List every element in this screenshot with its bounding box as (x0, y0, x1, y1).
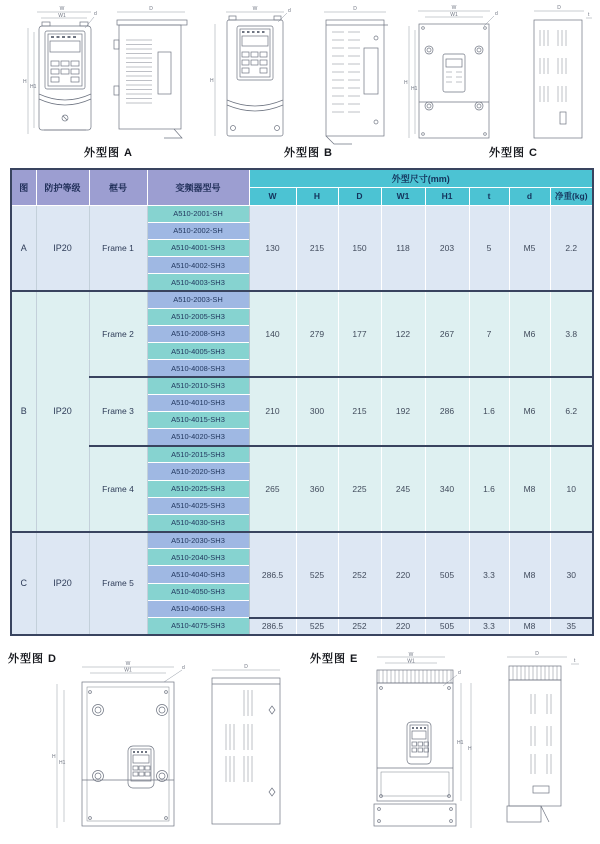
header-frame: 框号 (89, 169, 147, 205)
dim-label-h: H (52, 754, 56, 760)
protection-cell: IP20 (36, 205, 89, 291)
drawing-label-d: 外型图 D (8, 653, 57, 665)
keypad (128, 746, 154, 788)
header-col-screw: d (509, 187, 550, 205)
dim-value-cell: 505 (425, 618, 469, 635)
frame-cell: Frame 3 (89, 377, 147, 446)
header-col-weight: 净重(kg) (550, 187, 593, 205)
dim-value-cell: 118 (381, 205, 425, 291)
dim-label-depth: D (535, 651, 539, 657)
model-cell: A510-4025-SH3 (147, 497, 249, 514)
dim-label-t: t (588, 12, 590, 18)
model-cell: A510-4010-SH3 (147, 394, 249, 411)
frame-cell: Frame 5 (89, 532, 147, 635)
vent-slats (126, 40, 152, 103)
figure-cell: C (11, 532, 36, 635)
dim-value-cell: 210 (249, 377, 296, 446)
dim-value-cell: 3.3 (469, 532, 509, 618)
model-cell: A510-2040-SH3 (147, 549, 249, 566)
drawing-label-e: 外型图 E (310, 653, 359, 665)
dim-value-cell: 30 (550, 532, 593, 618)
table-row (11, 205, 593, 222)
dim-label-w1: W1 (450, 12, 458, 18)
dim-value-cell: 203 (425, 205, 469, 291)
dim-label-h1: H1 (30, 84, 37, 90)
dim-value-cell: 10 (550, 446, 593, 532)
vent-slots (226, 690, 252, 782)
dim-value-cell: 525 (296, 532, 338, 618)
dim-value-cell: 265 (249, 446, 296, 532)
header-col-h: H (296, 187, 338, 205)
table-row (11, 291, 593, 308)
vent-slots (540, 30, 566, 102)
dim-value-cell: 286 (425, 377, 469, 446)
dimension-lines (210, 6, 291, 136)
dim-label-d-hole: d (288, 8, 291, 14)
drawing-label-a: 外型图 A (84, 147, 133, 159)
dim-value-cell: 7 (469, 291, 509, 377)
device-body (419, 24, 489, 138)
model-cell: A510-4050-SH3 (147, 583, 249, 600)
dim-value-cell: 340 (425, 446, 469, 532)
dim-label-w: W (252, 6, 258, 12)
drawing-label-b: 外型图 B (284, 147, 333, 159)
dim-value-cell: 220 (381, 532, 425, 618)
model-cell: A510-2005-SH3 (147, 308, 249, 325)
heatsink-fins (377, 670, 453, 683)
vent-slots (531, 694, 551, 774)
drawing-c-side (522, 4, 594, 146)
dim-value-cell: 122 (381, 291, 425, 377)
model-cell: A510-2015-SH3 (147, 446, 249, 463)
dim-label-w1: W1 (58, 13, 66, 19)
dim-value-cell: M5 (509, 205, 550, 291)
device-body (534, 20, 582, 138)
table-row (11, 446, 593, 463)
model-cell: A510-4060-SH3 (147, 600, 249, 617)
dim-label-w: W (125, 661, 131, 667)
dim-value-cell: 5 (469, 205, 509, 291)
dim-label-d-hole: d (458, 670, 461, 676)
vent-slats (332, 32, 360, 112)
spec-table-header (11, 169, 593, 205)
dim-value-cell: 286.5 (249, 532, 296, 618)
drawing-d-front (52, 660, 187, 832)
device-body (374, 683, 456, 826)
dim-value-cell: 140 (249, 291, 296, 377)
dim-label-h1: H1 (457, 740, 464, 746)
model-cell: A510-4003-SH3 (147, 274, 249, 291)
drawing-b-front (208, 4, 300, 146)
model-cell: A510-2001-SH (147, 205, 249, 222)
spec-table (10, 168, 594, 636)
dim-value-cell: M6 (509, 377, 550, 446)
header-col-t: t (469, 187, 509, 205)
model-cell: A510-4030-SH3 (147, 514, 249, 531)
dim-label-w: W (408, 652, 414, 658)
dim-value-cell: M8 (509, 532, 550, 618)
dim-label-depth: D (149, 6, 153, 12)
device-body (227, 16, 283, 136)
model-cell: A510-2030-SH3 (147, 532, 249, 549)
pedestal (374, 804, 456, 826)
dim-value-cell: 505 (425, 532, 469, 618)
model-cell: A510-2002-SH (147, 222, 249, 239)
dim-label-h: H (468, 746, 472, 752)
device-body (82, 682, 174, 826)
dim-value-cell: 130 (249, 205, 296, 291)
dim-value-cell: 300 (296, 377, 338, 446)
drawing-a-front (22, 4, 100, 144)
model-cell: A510-4040-SH3 (147, 566, 249, 583)
frame-cell: Frame 4 (89, 446, 147, 532)
dim-value-cell: 215 (296, 205, 338, 291)
dim-value-cell: 245 (381, 446, 425, 532)
spec-table-body (11, 205, 593, 635)
dim-value-cell: 279 (296, 291, 338, 377)
dimension-lines (404, 5, 498, 138)
model-cell: A510-2020-SH3 (147, 463, 249, 480)
device-body (212, 678, 280, 824)
dim-value-cell: 525 (296, 618, 338, 635)
drawing-c-front (404, 4, 504, 146)
dim-label-w: W (451, 5, 457, 11)
model-cell: A510-4008-SH3 (147, 360, 249, 377)
figure-cell: B (11, 291, 36, 532)
dim-label-w1: W1 (407, 658, 415, 665)
dim-value-cell: 215 (338, 377, 381, 446)
dim-value-cell: M8 (509, 446, 550, 532)
drawing-e-side (495, 650, 583, 832)
dim-value-cell: 192 (381, 377, 425, 446)
model-cell: A510-4015-SH3 (147, 411, 249, 428)
dim-value-cell: 150 (338, 205, 381, 291)
table-row (11, 377, 593, 394)
dimension-lines (23, 6, 97, 134)
header-dimensions-title: 外型尺寸(mm) (249, 169, 593, 187)
dim-label-w: W (59, 6, 65, 12)
drawing-b-side (312, 4, 396, 146)
dim-label-d-hole: d (182, 665, 185, 671)
dim-value-cell: 1.6 (469, 446, 509, 532)
dim-value-cell: 35 (550, 618, 593, 635)
dimension-lines (52, 661, 185, 828)
dim-value-cell: 252 (338, 618, 381, 635)
model-cell: A510-2003-SH (147, 291, 249, 308)
dim-value-cell: 3.8 (550, 291, 593, 377)
dim-label-depth: D (353, 6, 357, 12)
dim-value-cell: 286.5 (249, 618, 296, 635)
model-cell: A510-4002-SH3 (147, 257, 249, 274)
dim-label-h: H (210, 78, 214, 84)
dim-value-cell: 267 (425, 291, 469, 377)
model-cell: A510-4020-SH3 (147, 428, 249, 445)
dim-value-cell: 360 (296, 446, 338, 532)
model-cell: A510-2025-SH3 (147, 480, 249, 497)
model-cell: A510-2008-SH3 (147, 325, 249, 342)
header-col-w1: W1 (381, 187, 425, 205)
device-body (114, 20, 187, 138)
header-protection: 防护等级 (36, 169, 89, 205)
frame-cell: Frame 2 (89, 291, 147, 377)
header-model: 变频器型号 (147, 169, 249, 205)
dim-label-depth: D (557, 5, 561, 11)
drawing-d-side (198, 662, 290, 830)
dim-value-cell: 3.3 (469, 618, 509, 635)
dim-label-w1: W1 (124, 667, 132, 674)
dim-label-h1: H1 (411, 86, 418, 92)
dim-label-h1: H1 (59, 760, 66, 766)
dim-value-cell: 2.2 (550, 205, 593, 291)
model-cell: A510-4001-SH3 (147, 239, 249, 256)
header-col-h1: H1 (425, 187, 469, 205)
header-figure: 图 (11, 169, 36, 205)
device-body (507, 680, 561, 822)
dim-label-h: H (404, 80, 408, 86)
header-col-d: D (338, 187, 381, 205)
dim-label-d-hole: d (94, 11, 97, 17)
figure-cell: A (11, 205, 36, 291)
dim-value-cell: 6.2 (550, 377, 593, 446)
dim-value-cell: 225 (338, 446, 381, 532)
device-body (39, 22, 91, 130)
dim-value-cell: 252 (338, 532, 381, 618)
dimension-lines (377, 652, 472, 828)
drawing-label-c: 外型图 C (489, 147, 538, 159)
dim-value-cell: 177 (338, 291, 381, 377)
dim-label-depth: D (244, 664, 248, 670)
model-cell: A510-4075-SH3 (147, 618, 249, 635)
drawing-e-front (365, 652, 483, 836)
dim-label-h: H (23, 79, 27, 85)
drawing-a-side (104, 4, 194, 144)
dim-value-cell: M8 (509, 618, 550, 635)
protection-cell: IP20 (36, 532, 89, 635)
dim-value-cell: 1.6 (469, 377, 509, 446)
protection-cell: IP20 (36, 291, 89, 532)
device-body (326, 20, 388, 144)
dim-label-t: t (574, 658, 576, 664)
dim-label-d-hole: d (495, 11, 498, 17)
dim-value-cell: M6 (509, 291, 550, 377)
keypad (407, 722, 431, 764)
table-row (11, 532, 593, 549)
dim-value-cell: 220 (381, 618, 425, 635)
model-cell: A510-2010-SH3 (147, 377, 249, 394)
header-col-w: W (249, 187, 296, 205)
heatsink-fins (509, 666, 561, 680)
model-cell: A510-4005-SH3 (147, 343, 249, 360)
frame-cell: Frame 1 (89, 205, 147, 291)
